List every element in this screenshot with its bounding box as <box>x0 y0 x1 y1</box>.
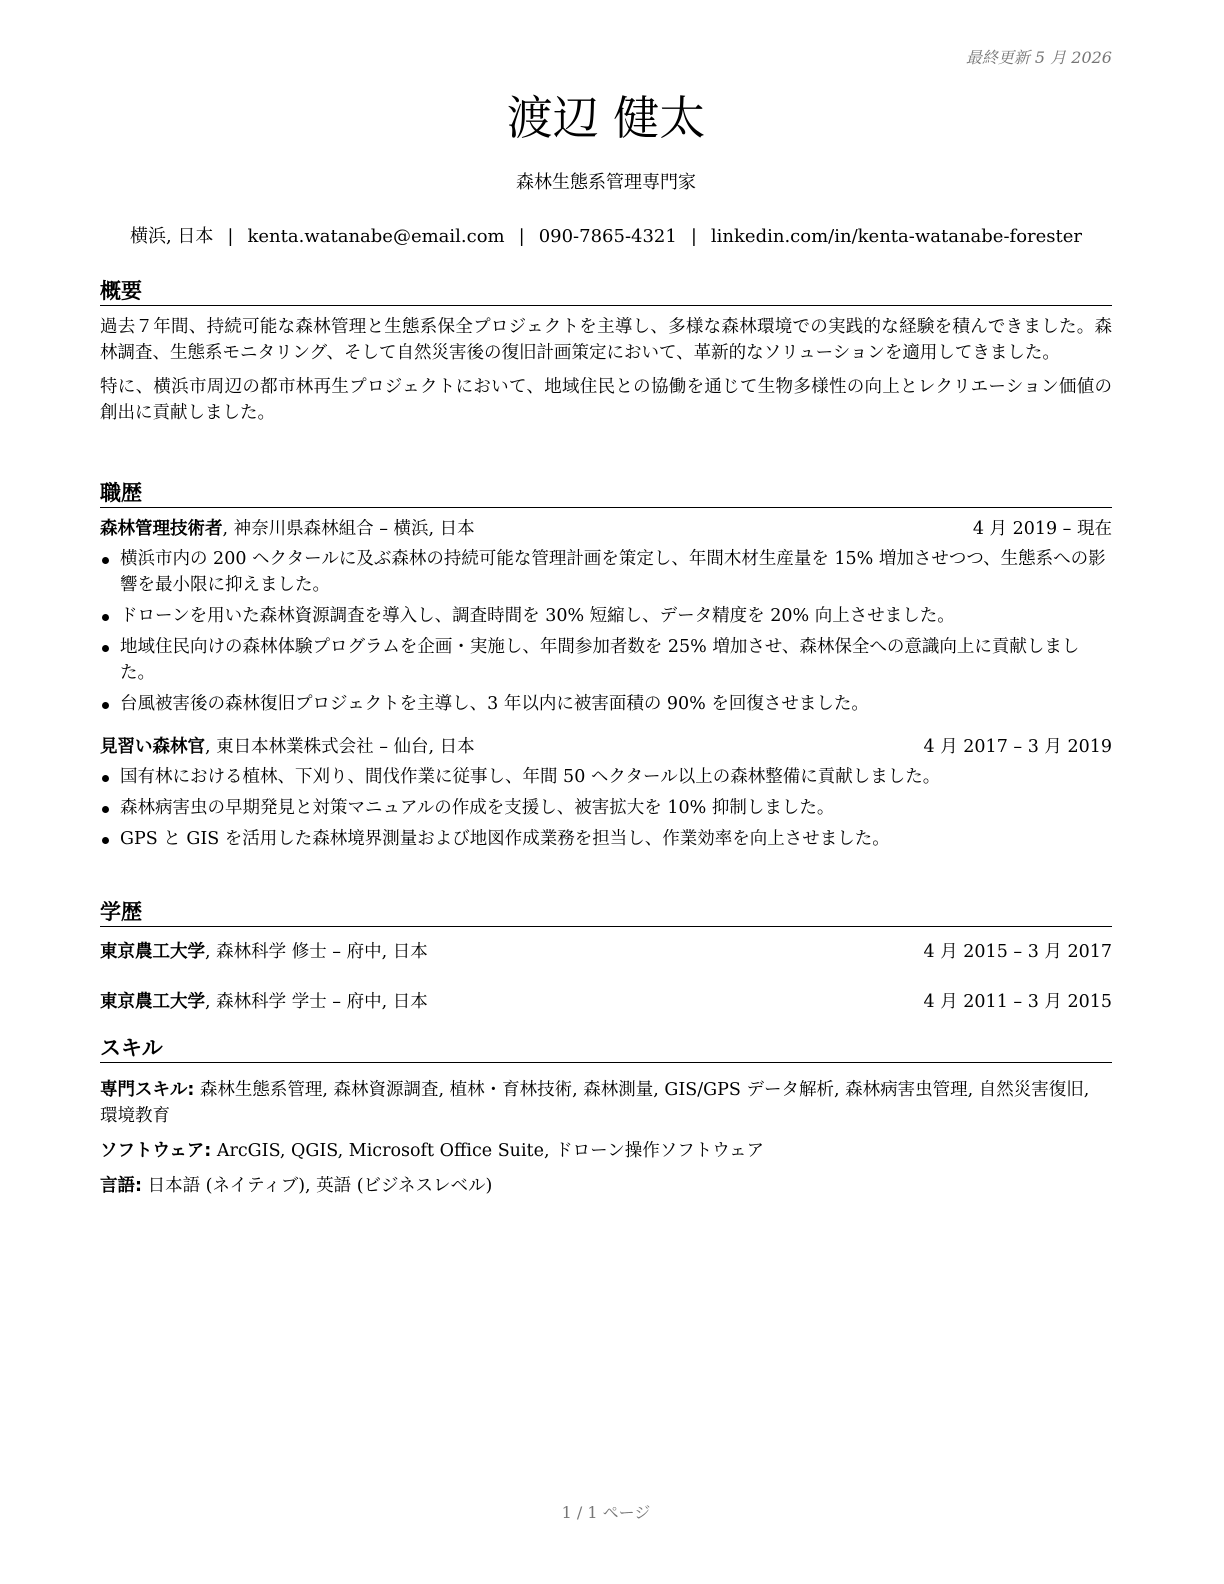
skill-value: 日本語 (ネイティブ), 英語 (ビジネスレベル) <box>142 1176 493 1196</box>
job-dates: 4 月 2019 – 現在 <box>972 519 1112 539</box>
skill-label: 言語: <box>100 1176 142 1196</box>
job-role: 森林管理技術者 <box>100 519 223 539</box>
skills-section <box>100 1034 1112 1208</box>
list-item: ドローンを用いた森林資源調査を導入し、調査時間を 30% 短縮し、データ精度を 20% 向上させました。 <box>100 603 1112 629</box>
bullet-icon <box>102 557 109 564</box>
contact-line <box>100 224 1112 250</box>
education-entry <box>100 939 1112 965</box>
bullet-icon <box>102 837 109 844</box>
education-dates: 4 月 2015 – 3 月 2017 <box>923 942 1112 962</box>
job-org: , 神奈川県森林組合 – 横浜, 日本 <box>222 519 475 539</box>
list-item: 地域住民向けの森林体験プログラムを企画・実施し、年間参加者数を 25% 増加させ、森林保全への意識向上に貢献しました。 <box>100 634 1112 686</box>
bullet-icon <box>102 775 109 782</box>
contact-phone: 090-7865-4321 <box>538 226 677 247</box>
education-dates: 4 月 2011 – 3 月 2015 <box>923 992 1112 1012</box>
bullet-icon <box>102 806 109 813</box>
skill-row-expertise <box>100 1077 1112 1129</box>
contact-location: 横浜, 日本 <box>129 226 214 247</box>
school-name: 東京農工大学 <box>100 992 205 1012</box>
list-item: GPS と GIS を活用した森林境界測量および地図作成業務を担当し、作業効率を向上させました。 <box>100 826 1112 852</box>
skill-row-software <box>100 1138 1112 1164</box>
contact-linkedin[interactable]: linkedin.com/in/kenta-watanabe-forester <box>710 226 1083 247</box>
job-dates: 4 月 2017 – 3 月 2019 <box>923 737 1112 757</box>
person-name: 渡辺 健太 <box>506 91 706 145</box>
section-title-summary: 概要 <box>100 277 1112 306</box>
last-updated: 最終更新 5 月 2026 <box>965 48 1112 67</box>
job-header <box>100 516 1112 542</box>
headline: 森林生態系管理専門家 <box>516 172 696 193</box>
summary-section <box>100 277 1112 434</box>
contact-separator: | <box>518 226 525 247</box>
page-indicator: 1 / 1 ページ <box>561 1503 651 1522</box>
section-title-skills: スキル <box>100 1034 1112 1063</box>
school-name: 東京農工大学 <box>100 942 205 962</box>
skill-value: 森林生態系管理, 森林資源調査, 植林・育林技術, 森林測量, GIS/GPS データ解析, 森林病害虫管理, 自然災害復旧, 環境教育 <box>100 1080 1090 1126</box>
list-item: 森林病害虫の早期発見と対策マニュアルの作成を支援し、被害拡大を 10% 抑制しました。 <box>100 795 1112 821</box>
degree-detail: , 森林科学 修士 – 府中, 日本 <box>205 942 428 962</box>
contact-email[interactable]: kenta.watanabe@email.com <box>247 226 505 247</box>
job-entry <box>100 734 1112 852</box>
skill-value: ArcGIS, QGIS, Microsoft Office Suite, ドローン操作ソフトウェア <box>211 1141 765 1161</box>
job-org: , 東日本林業株式会社 – 仙台, 日本 <box>205 737 475 757</box>
contact-separator: | <box>227 226 234 247</box>
bullet-icon <box>102 614 109 621</box>
summary-paragraph: 特に、横浜市周辺の都市林再生プロジェクトにおいて、地域住民との協働を通じて生物多様性の向上とレクリエーション価値の創出に貢献しました。 <box>100 377 1112 423</box>
job-bullets <box>100 764 1112 852</box>
section-title-experience: 職歴 <box>100 479 1112 508</box>
skill-label: 専門スキル: <box>100 1080 195 1100</box>
summary-paragraph: 過去７年間、持続可能な森林管理と生態系保全プロジェクトを主導し、多様な森林環境での実践的な経験を積んできました。森林調査、生態系モニタリング、そして自然災害後の復旧計画策定において、革新的なソリューションを適用してきました。 <box>100 317 1112 363</box>
job-entry <box>100 516 1112 717</box>
experience-section <box>100 479 1112 857</box>
skill-row-languages <box>100 1173 1112 1199</box>
skill-label: ソフトウェア: <box>100 1141 212 1161</box>
resume-page <box>100 0 1112 1584</box>
education-section <box>100 898 1112 1015</box>
bullet-icon <box>102 702 109 709</box>
list-item: 国有林における植林、下刈り、間伐作業に従事し、年間 50 ヘクタール以上の森林整備に貢献しました。 <box>100 764 1112 790</box>
education-entry <box>100 989 1112 1015</box>
contact-separator: | <box>690 226 697 247</box>
bullet-icon <box>102 645 109 652</box>
job-header <box>100 734 1112 760</box>
section-title-education: 学歴 <box>100 898 1112 927</box>
job-role: 見習い森林官 <box>100 737 205 757</box>
list-item: 横浜市内の 200 ヘクタールに及ぶ森林の持続可能な管理計画を策定し、年間木材生産量を 15% 増加させつつ、生態系への影響を最小限に抑えました。 <box>100 546 1112 598</box>
degree-detail: , 森林科学 学士 – 府中, 日本 <box>205 992 428 1012</box>
job-bullets <box>100 546 1112 717</box>
list-item: 台風被害後の森林復旧プロジェクトを主導し、3 年以内に被害面積の 90% を回復させました。 <box>100 691 1112 717</box>
